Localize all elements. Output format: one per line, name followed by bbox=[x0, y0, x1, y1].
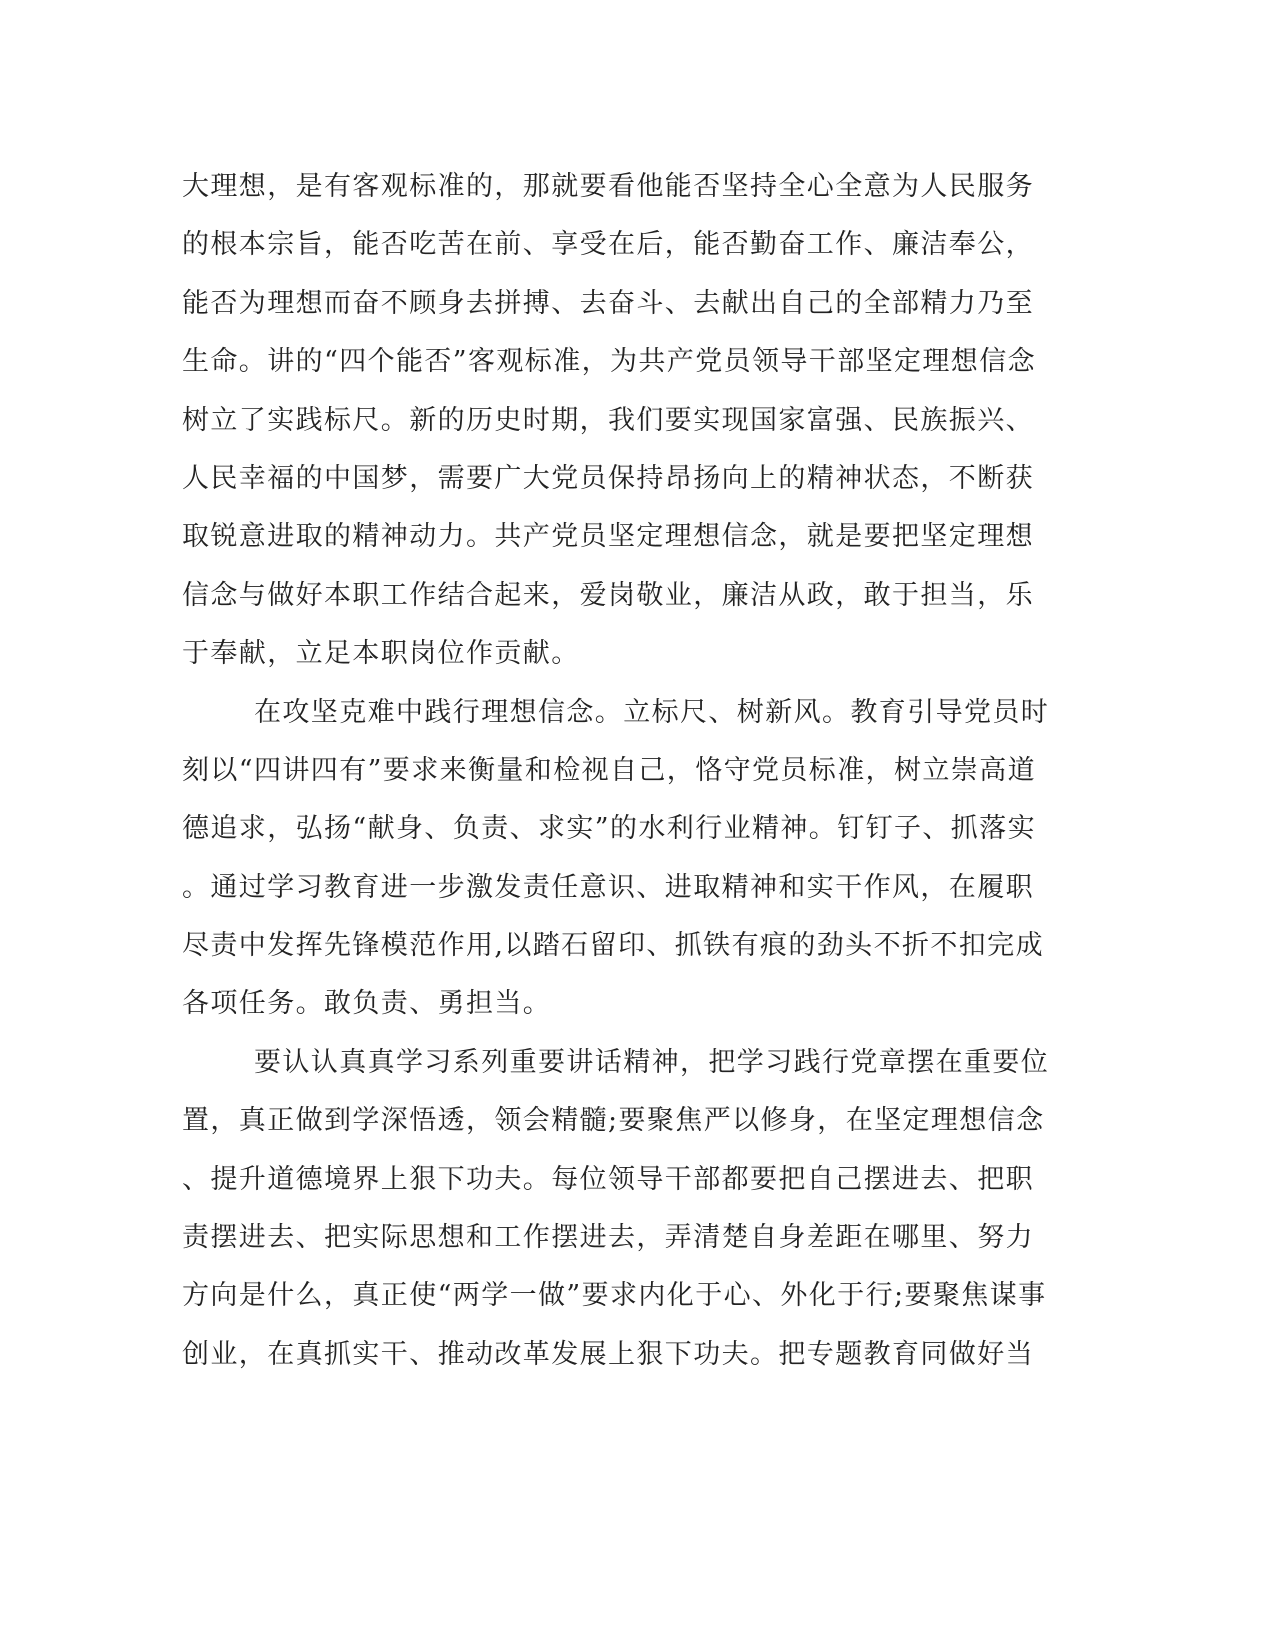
text-line: 在攻坚克难中践行理想信念。立标尺、树新风。教育引导党员时 bbox=[254, 696, 1050, 728]
text-line: 人民幸福的中国梦，需要广大党员保持昂扬向上的精神状态，不断获 bbox=[182, 462, 1034, 494]
text-line: 方向是什么，真正使“两学一做”要求内化于心、外化于行;要聚焦谋事 bbox=[182, 1280, 1047, 1312]
text-line: 的根本宗旨，能否吃苦在前、享受在后，能否勤奋工作、廉洁奉公， bbox=[182, 229, 1034, 261]
text-line: 。通过学习教育进一步激发责任意识、进取精神和实干作风，在履职 bbox=[182, 871, 1034, 903]
text-line: 置，真正做到学深悟透，领会精髓;要聚焦严以修身，在坚定理想信念 bbox=[182, 1105, 1045, 1137]
text-line: 能否为理想而奋不顾身去拼搏、去奋斗、去献出自己的全部精力乃至 bbox=[182, 287, 1034, 319]
text-line: 取锐意进取的精神动力。共产党员坚定理想信念，就是要把坚定理想 bbox=[182, 521, 1034, 553]
text-line: 责摆进去、把实际思想和工作摆进去，弄清楚自身差距在哪里、努力 bbox=[182, 1222, 1034, 1254]
body-text bbox=[182, 158, 1052, 1384]
text-line: 创业，在真抓实干、推动改革发展上狠下功夫。把专题教育同做好当 bbox=[182, 1338, 1034, 1370]
text-line: 大理想，是有客观标准的，那就要看他能否坚持全心全意为人民服务 bbox=[182, 171, 1034, 202]
text-line: 刻以“四讲四有”要求来衡量和检视自己，恪守党员标准，树立崇高道 bbox=[182, 754, 1037, 786]
text-line: 德追求，弘扬“献身、负责、求实”的水利行业精神。钉钉子、抓落实 bbox=[182, 813, 1037, 845]
text-line: 尽责中发挥先锋模范作用,以踏石留印、抓铁有痕的劲头不折不扣完成 bbox=[182, 930, 1044, 962]
text-line: 信念与做好本职工作结合起来，爱岗敬业，廉洁从政，敢于担当，乐 bbox=[182, 579, 1034, 611]
text-line: 于奉献，立足本职岗位作贡献。 bbox=[182, 638, 580, 670]
text-line: 要认认真真学习系列重要讲话精神，把学习践行党章摆在重要位 bbox=[254, 1046, 1050, 1078]
text-line: 、提升道德境界上狠下功夫。每位领导干部都要把自己摆进去、把职 bbox=[182, 1163, 1034, 1195]
text-line: 生命。讲的“四个能否”客观标准，为共产党员领导干部坚定理想信念 bbox=[182, 346, 1037, 378]
text-line: 各项任务。敢负责、勇担当。 bbox=[182, 988, 552, 1020]
text-line: 树立了实践标尺。新的历史时期，我们要实现国家富强、民族振兴、 bbox=[182, 404, 1034, 436]
